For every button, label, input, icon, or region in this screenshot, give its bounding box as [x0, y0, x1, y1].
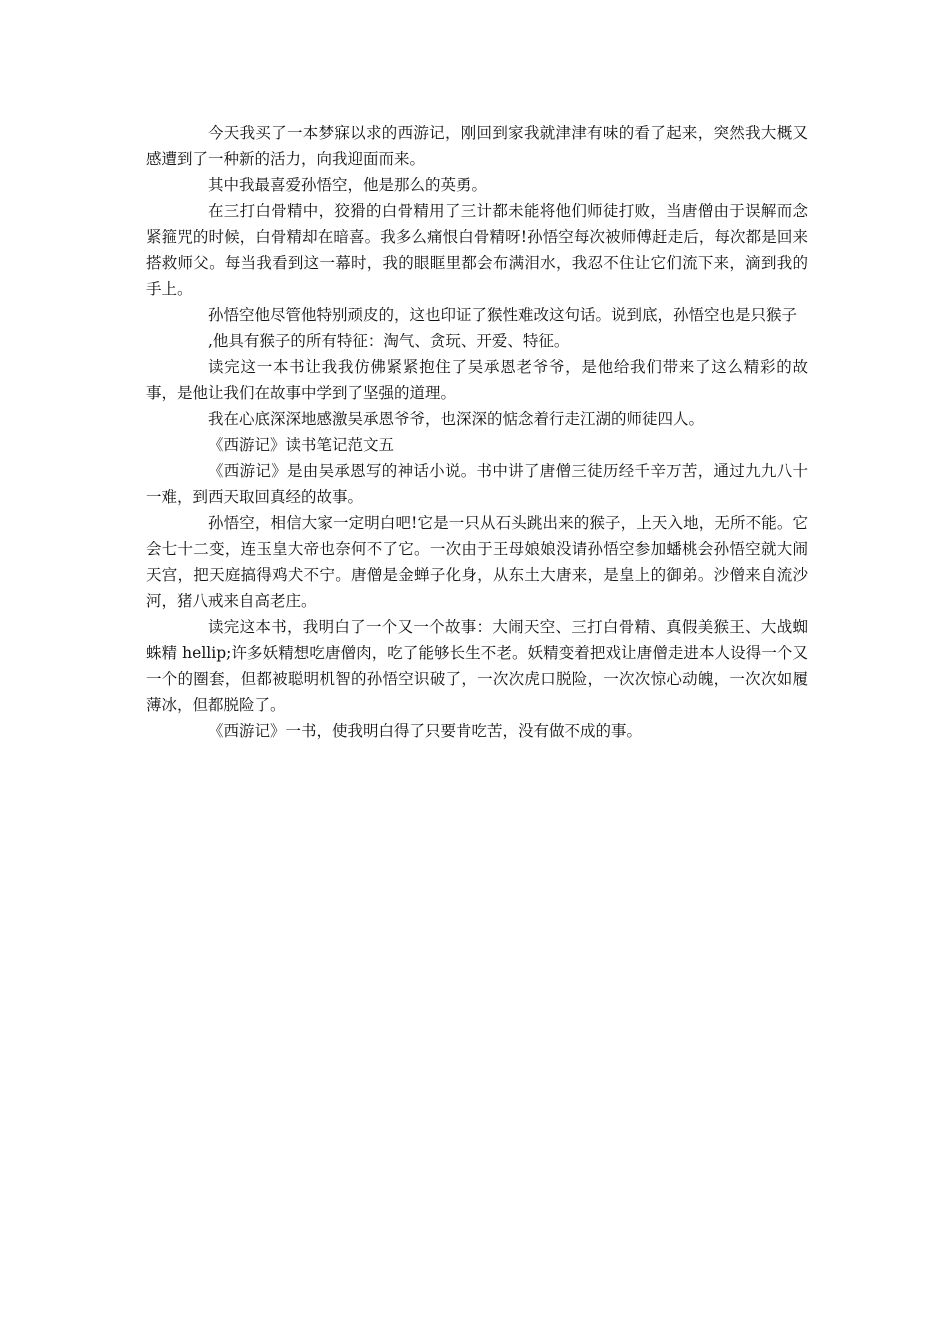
paragraph-6: 读完这一本书让我我仿佛紧紧抱住了吴承恩老爷爷，是他给我们带来了这么精彩的故事，是他让我们在故事中学到了坚强的道理。 — [146, 358, 808, 402]
paragraph-3: 在三打白骨精中，狡猾的白骨精用了三计都未能将他们师徒打败，当唐僧由于误解而念紧箍咒的时候，白骨精却在暗喜。我多么痛恨白骨精呀!孙悟空每次被师傅赶走后，每次都是回来搭救师父。每当我看到这一幕时，我的眼眶里都会布满泪水，我忍不住让它们流下来，滴到我的手上。 — [146, 202, 808, 298]
paragraph-10: 读完这本书，我明白了一个又一个故事：大闹天空、三打白骨精、真假美猴王、大战蜘蛛精 hellip;许多妖精想吃唐僧肉，吃了能够长生不老。妖精变着把戏让唐僧走进本人设得一个又一个的圈套，但都被聪明机智的孙悟空识破了，一次次虎口脱险，一次次惊心动魄，一次次如履薄冰，但都脱险了。 — [146, 618, 808, 714]
paragraph-4: 孙悟空他尽管他特别顽皮的，这也印证了猴性难改这句话。说到底，孙悟空也是只猴子 — [208, 306, 798, 324]
paragraph-2: 其中我最喜爱孙悟空，他是那么的英勇。 — [208, 176, 488, 194]
section-heading: 《西游记》读书笔记范文五 — [208, 436, 395, 454]
paragraph-7: 我在心底深深地感激吴承恩爷爷，也深深的惦念着行走江湖的师徒四人。 — [208, 410, 705, 428]
paragraph-5: ,他具有猴子的所有特征：淘气、贪玩、开爱、特征。 — [208, 332, 570, 350]
paragraph-9: 孙悟空，相信大家一定明白吧!它是一只从石头跳出来的猴子，上天入地，无所不能。它会七十二变，连玉皇大帝也奈何不了它。一次由于王母娘娘没请孙悟空参加蟠桃会孙悟空就大闹天宫，把天庭搞得鸡犬不宁。唐僧是金蝉子化身，从东土大唐来，是皇上的御弟。沙僧来自流沙河，猪八戒来自高老庄。 — [146, 514, 808, 610]
paragraph-1: 今天我买了一本梦寐以求的西游记，刚回到家我就津津有味的看了起来，突然我大概又感遭到了一种新的活力，向我迎面而来。 — [146, 124, 808, 168]
document-body — [146, 120, 808, 744]
paragraph-8: 《西游记》是由吴承恩写的神话小说。书中讲了唐僧三徒历经千辛万苦，通过九九八十一难，到西天取回真经的故事。 — [146, 462, 808, 506]
paragraph-11: 《西游记》一书，使我明白得了只要肯吃苦，没有做不成的事。 — [208, 722, 643, 740]
